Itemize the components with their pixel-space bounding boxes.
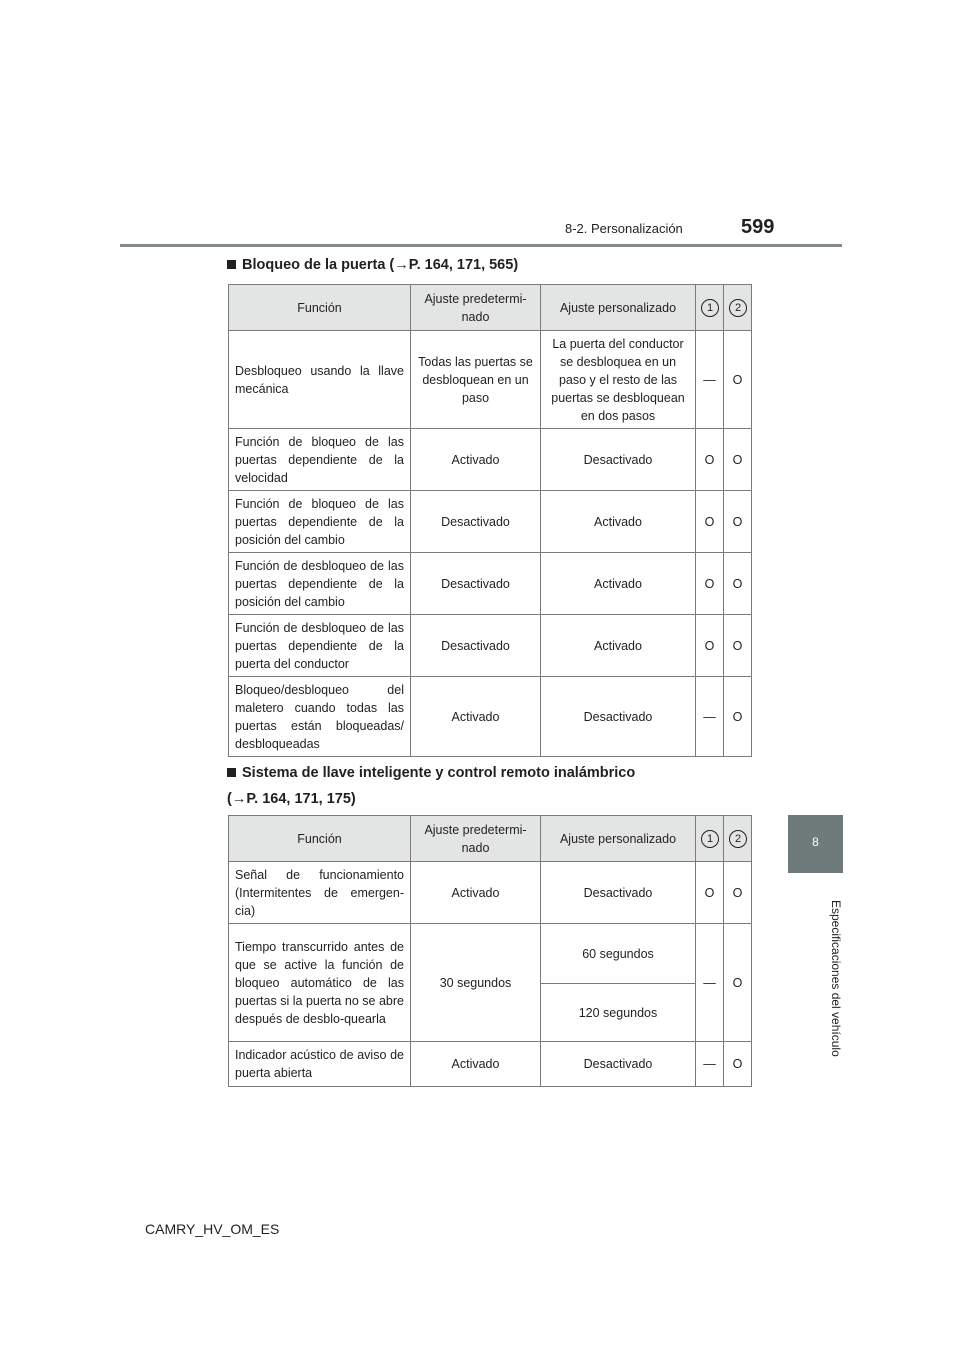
cell-default: 30 segundos [411, 924, 541, 1042]
col-header-default: Ajuste predetermi-nado [411, 816, 541, 862]
col-header-function: Función [229, 285, 411, 331]
cell-default: Activado [411, 429, 541, 491]
circled-2-icon: 2 [729, 299, 747, 317]
cell-function: Función de bloqueo de las puertas dependiente de la velocidad [229, 429, 411, 491]
cell-custom: Activado [541, 491, 696, 553]
cell-c2: O [724, 615, 752, 677]
section-heading-ref: (→P. 164, 171, 175) [227, 791, 356, 807]
cell-c1: O [696, 862, 724, 924]
cell-c2: O [724, 491, 752, 553]
cell-custom: Desactivado [541, 429, 696, 491]
col-header-2 [724, 285, 752, 331]
cell-function: Bloqueo/desbloqueo del maletero cuando todas las puertas están bloqueadas/ desbloqueadas [229, 677, 411, 757]
cell-c2: O [724, 553, 752, 615]
table-row [229, 862, 752, 924]
table-header-row [229, 816, 752, 862]
header-divider [120, 244, 842, 247]
cell-default: Desactivado [411, 553, 541, 615]
cell-function: Señal de funcionamiento (Intermitentes de emergen-cia) [229, 862, 411, 924]
header-section-title: 8-2. Personalización [565, 221, 683, 236]
cell-default: Activado [411, 677, 541, 757]
col-header-2 [724, 816, 752, 862]
col-header-1 [696, 285, 724, 331]
table-row [229, 677, 752, 757]
cell-function: Función de desbloqueo de las puertas dependiente de la posición del cambio [229, 553, 411, 615]
cell-custom: Desactivado [541, 677, 696, 757]
cell-function: Función de desbloqueo de las puertas dependiente de la puerta del conductor [229, 615, 411, 677]
cell-c1: O [696, 615, 724, 677]
table-row [229, 553, 752, 615]
cell-c2: O [724, 924, 752, 1042]
col-header-custom: Ajuste personalizado [541, 816, 696, 862]
cell-function: Tiempo transcurrido antes de que se active la función de bloqueo automático de las puertas si la puerta no se abre después de desblo-quearla [229, 924, 411, 1042]
section-heading-text: Bloqueo de la puerta (→P. 164, 171, 565) [242, 257, 519, 273]
table-row [229, 1042, 752, 1087]
section-heading-smart-key [227, 763, 635, 810]
cell-custom: Desactivado [541, 862, 696, 924]
circled-2-icon: 2 [729, 830, 747, 848]
cell-function: Función de bloqueo de las puertas dependiente de la posición del cambio [229, 491, 411, 553]
square-bullet-icon [227, 260, 236, 269]
section-heading-door-lock [227, 255, 518, 276]
table-row [229, 331, 752, 429]
table-row [229, 615, 752, 677]
cell-c2: O [724, 429, 752, 491]
cell-c1: — [696, 1042, 724, 1087]
col-header-default: Ajuste predetermi-nado [411, 285, 541, 331]
cell-default: Todas las puertas se desbloquean en un paso [411, 331, 541, 429]
col-header-1 [696, 816, 724, 862]
cell-default: Activado [411, 862, 541, 924]
smart-key-table [228, 815, 752, 1087]
cell-default: Activado [411, 1042, 541, 1087]
cell-custom-option-a: 60 segundos [541, 924, 696, 984]
cell-default: Desactivado [411, 615, 541, 677]
cell-c1: — [696, 924, 724, 1042]
document-code: CAMRY_HV_OM_ES [145, 1221, 280, 1237]
door-lock-table [228, 284, 752, 757]
square-bullet-icon [227, 768, 236, 777]
cell-function: Indicador acústico de aviso de puerta abierta [229, 1042, 411, 1087]
table-row [229, 924, 752, 984]
cell-c2: O [724, 1042, 752, 1087]
page-number: 599 [741, 216, 775, 238]
cell-custom: La puerta del conductor se desbloquea en un paso y el resto de las puertas se desbloquean en dos pasos [541, 331, 696, 429]
chapter-label: Especificaciones del vehículo [829, 899, 843, 1057]
cell-default: Desactivado [411, 491, 541, 553]
cell-custom-option-b: 120 segundos [541, 984, 696, 1042]
cell-c2: O [724, 331, 752, 429]
cell-custom: Desactivado [541, 1042, 696, 1087]
chapter-tab [788, 815, 843, 873]
circled-1-icon: 1 [701, 830, 719, 848]
cell-c1: O [696, 429, 724, 491]
table-row [229, 491, 752, 553]
cell-c1: O [696, 553, 724, 615]
chapter-number: 8 [812, 835, 819, 849]
cell-custom: Activado [541, 553, 696, 615]
cell-custom: Activado [541, 615, 696, 677]
section-heading-text: Sistema de llave inteligente y control remoto inalámbrico [242, 765, 636, 781]
cell-function: Desbloqueo usando la llave mecánica [229, 331, 411, 429]
cell-c1: — [696, 677, 724, 757]
cell-c2: O [724, 862, 752, 924]
col-header-custom: Ajuste personalizado [541, 285, 696, 331]
cell-c1: O [696, 491, 724, 553]
table-row [229, 429, 752, 491]
circled-1-icon: 1 [701, 299, 719, 317]
col-header-function: Función [229, 816, 411, 862]
cell-c1: — [696, 331, 724, 429]
table-header-row [229, 285, 752, 331]
cell-c2: O [724, 677, 752, 757]
